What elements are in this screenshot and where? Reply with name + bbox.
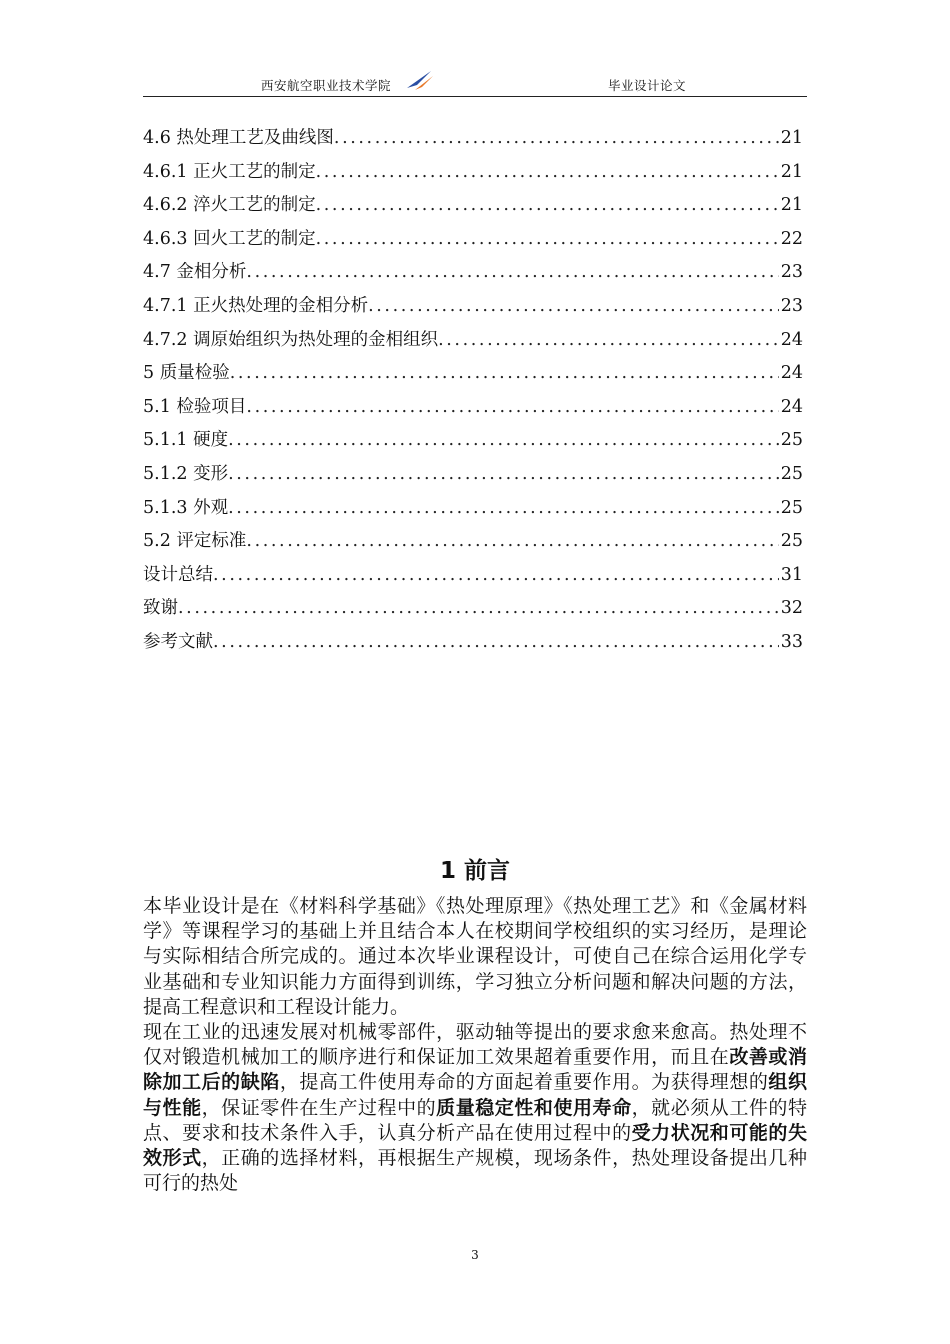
toc-entry[interactable] <box>143 626 803 660</box>
text-run: ，就必须从工件的特点、要求和技术条件入手，认真分析产品在使用过程中的 <box>143 1096 807 1144</box>
toc-entry[interactable] <box>143 122 803 156</box>
toc-entry-page: 25 <box>780 531 803 552</box>
toc-entry-page: 21 <box>780 161 803 182</box>
toc-entry-title: 5.1.1 硬度 <box>143 430 229 451</box>
toc-leader-dots <box>316 189 779 223</box>
toc-entry-title: 5 质量检验 <box>143 363 230 384</box>
page-number: 3 <box>471 1248 479 1262</box>
toc-entry[interactable] <box>143 424 803 458</box>
toc-entry-title: 4.6.3 回火工艺的制定 <box>143 228 316 249</box>
toc-entry[interactable] <box>143 525 803 559</box>
toc-leader-dots <box>230 357 779 391</box>
toc-entry-title: 4.7 金相分析 <box>143 262 247 283</box>
paragraph-1: 本毕业设计是在《材料科学基础》《热处理原理》《热处理工艺》和《金属材料学》等课程学习的基础上并且结合本人在校期间学校组织的实习经历，是理论与实际相结合所完成的。通过本次毕业课程设计，可使自己在综合运用化学专业基础和专业知识能力方面得到训练，学习独立分析问题和解决问题的方法，提高工程意识和工程设计能力。 <box>143 895 807 1018</box>
toc-entry[interactable] <box>143 592 803 626</box>
document-type: 毕业设计论文 <box>608 78 687 93</box>
page-header <box>143 66 807 97</box>
toc-entry-page: 32 <box>780 598 803 619</box>
bold-text: 质量稳定性和使用寿命 <box>436 1096 632 1119</box>
toc-leader-dots <box>316 156 779 190</box>
toc-leader-dots <box>228 492 779 526</box>
toc-entry-page: 24 <box>780 329 803 350</box>
toc-leader-dots <box>213 559 779 593</box>
toc-entry[interactable] <box>143 256 803 290</box>
toc-leader-dots <box>246 525 778 559</box>
toc-entry-title: 4.7.2 调原始组织为热处理的金相组织 <box>143 329 439 350</box>
toc-entry-title: 5.1.2 变形 <box>143 463 229 484</box>
text-run: ，正确的选择材料，再根据生产规模，现场条件，热处理设备提出几种可行的热处 <box>143 1147 807 1195</box>
toc-entry-title: 4.7.1 正火热处理的金相分析 <box>143 295 369 316</box>
toc-entry[interactable] <box>143 290 803 324</box>
toc-entry-page: 31 <box>780 564 803 585</box>
toc-entry-page: 24 <box>780 396 803 417</box>
toc-entry-page: 22 <box>780 228 803 249</box>
toc-leader-dots <box>246 391 778 425</box>
toc-entry-title: 5.1.3 外观 <box>143 497 229 518</box>
school-name: 西安航空职业技术学院 <box>261 78 392 93</box>
toc-entry[interactable] <box>143 458 803 492</box>
toc-entry-title: 5.2 评定标准 <box>143 531 247 552</box>
toc-leader-dots <box>246 256 778 290</box>
toc-entry-page: 21 <box>780 128 803 148</box>
toc-entry-title: 4.6.2 淬火工艺的制定 <box>143 195 316 216</box>
section-title: 1 前言 <box>439 858 510 884</box>
toc-entry-page: 23 <box>780 262 803 283</box>
toc-entry-title: 致谢 <box>143 598 178 619</box>
toc-entry-page: 21 <box>780 195 803 216</box>
toc-entry-title: 4.6 热处理工艺及曲线图 <box>143 128 334 148</box>
toc-entry-title: 设计总结 <box>143 564 213 585</box>
toc-leader-dots <box>228 458 779 492</box>
bold-text: 改善或消除加工后的缺陷 <box>143 1046 807 1094</box>
toc-entry[interactable] <box>143 559 803 593</box>
toc-entry[interactable] <box>143 391 803 425</box>
school-logo-icon <box>405 68 435 92</box>
toc-entry-page: 24 <box>780 363 803 384</box>
toc-entry[interactable] <box>143 492 803 526</box>
toc-entry-page: 33 <box>780 631 803 652</box>
section-body <box>143 894 807 1196</box>
toc-entry-page: 25 <box>780 430 803 451</box>
toc-leader-dots <box>213 626 779 660</box>
bold-text: 组织与性能 <box>143 1071 807 1119</box>
toc-leader-dots <box>368 290 779 324</box>
toc-entry-page: 23 <box>780 295 803 316</box>
toc-leader-dots <box>438 324 779 358</box>
toc-entry-title: 参考文献 <box>143 631 213 652</box>
text-run: ，保证零件在生产过程中的 <box>201 1096 437 1119</box>
toc-leader-dots <box>334 122 779 156</box>
toc-entry[interactable] <box>143 223 803 257</box>
toc-entry[interactable] <box>143 357 803 391</box>
table-of-contents <box>143 122 803 660</box>
toc-entry-page: 25 <box>780 497 803 518</box>
toc-entry[interactable] <box>143 324 803 358</box>
text-run: ，提高工件使用寿命的方面起着重要作用。为获得理想的 <box>279 1071 769 1094</box>
text-run: 现在工业的迅速发展对机械零部件，驱动轴等提出的要求愈来愈高。热处理不仅对锻造机械加工的顺序进行和保证加工效果超着重要作用，而且在 <box>143 1021 807 1069</box>
toc-entry-page: 25 <box>780 463 803 484</box>
toc-entry[interactable] <box>143 189 803 223</box>
toc-entry-title: 5.1 检验项目 <box>143 396 247 417</box>
toc-leader-dots <box>178 592 779 626</box>
toc-leader-dots <box>228 424 779 458</box>
toc-entry-title: 4.6.1 正火工艺的制定 <box>143 161 316 182</box>
paragraph-2 <box>143 1020 807 1196</box>
toc-entry[interactable] <box>143 156 803 190</box>
toc-leader-dots <box>316 223 779 257</box>
bold-text: 受力状况和可能的失效形式 <box>143 1121 807 1170</box>
